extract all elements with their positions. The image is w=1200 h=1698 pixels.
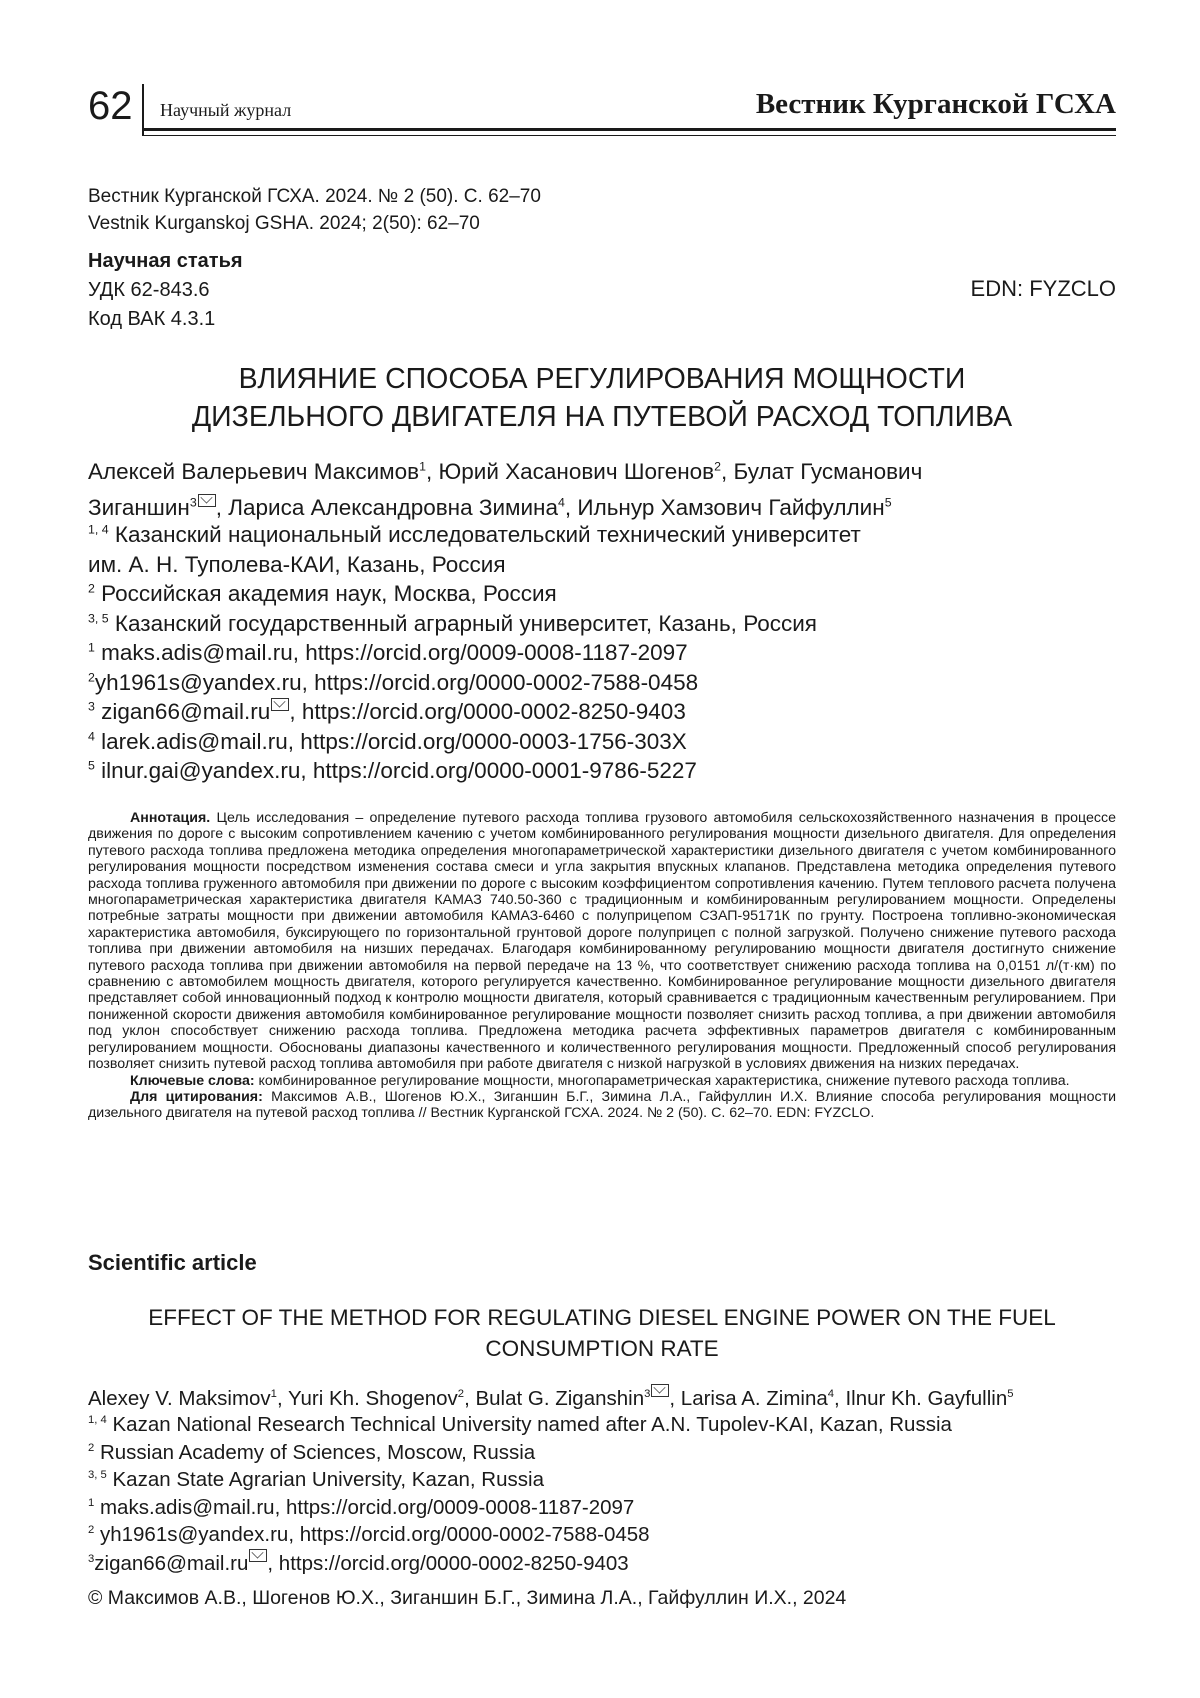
title-en-line-1: EFFECT OF THE METHOD FOR REGULATING DIESEL ENGINE POWER ON THE FUEL bbox=[148, 1305, 1056, 1330]
edn-code: EDN: FYZCLO bbox=[970, 276, 1116, 301]
author-name: Bulat G. Ziganshin bbox=[475, 1387, 645, 1410]
orcid-link[interactable]: , https://orcid.org/0000-0002-8250-9403 bbox=[267, 1551, 629, 1575]
author-name: Алексей Валерьевич Максимов bbox=[88, 459, 420, 484]
envelope-icon bbox=[651, 1384, 669, 1397]
title-ru-line-2: ДИЗЕЛЬНОГО ДВИГАТЕЛЯ НА ПУТЕВОЙ РАСХОД ТОПЛИВА bbox=[191, 401, 1013, 433]
envelope-icon bbox=[198, 494, 216, 507]
orcid-link[interactable]: , https://orcid.org/0009-0008-1187-2097 bbox=[292, 640, 688, 665]
affiliation: $^{3, 5}$ Казанский государственный аграрный университет, Казань, Россия bbox=[88, 610, 817, 636]
email-link[interactable]: larek.adis@mail.ru bbox=[101, 728, 288, 754]
contact: $^2$ yh1961s@yandex.ru, https://orcid.org/0000-0002-7588-0458 bbox=[88, 1523, 650, 1546]
affiliation: им. А. Н. Туполева-КАИ, Казань, Россия bbox=[88, 551, 506, 577]
article-meta bbox=[88, 247, 1116, 334]
title-ru-line-1: ВЛИЯНИЕ СПОСОБА РЕГУЛИРОВАНИЯ МОЩНОСТИ bbox=[238, 363, 966, 395]
article-title-en bbox=[88, 1302, 1116, 1364]
orcid-link[interactable]: , https://orcid.org/0000-0002-8250-9403 bbox=[289, 699, 686, 724]
copyright-notice: © Максимов А.В., Шогенов Ю.Х., Зиганшин Б.Г., Зимина Л.А., Гайфуллин И.Х., 2024 bbox=[88, 1587, 847, 1609]
author-name: Лариса Александровна Зимина bbox=[228, 495, 558, 520]
contact: $^2$yh1961s@yandex.ru, https://orcid.org/0000-0002-7588-0458 bbox=[88, 669, 699, 695]
affiliations-ru bbox=[88, 520, 1116, 786]
article-type-en: Scientific article bbox=[88, 1250, 257, 1275]
citation-en: Vestnik Kurganskoj GSHA. 2024; 2(50): 62–70 bbox=[88, 213, 480, 234]
affiliations-en bbox=[88, 1411, 1116, 1577]
contact: $^3$ zigan66@mail.ru , https://orcid.org/0000-0002-8250-9403 bbox=[88, 699, 686, 724]
envelope-icon bbox=[271, 698, 289, 711]
citation-block bbox=[88, 183, 1116, 237]
orcid-link[interactable]: , https://orcid.org/0009-0008-1187-2097 bbox=[274, 1495, 635, 1519]
orcid-link[interactable]: , https://orcid.org/0000-0002-7588-0458 bbox=[301, 669, 699, 695]
author-name: Yuri Kh. Shogenov bbox=[287, 1387, 458, 1410]
author-name: Булат Гусманович bbox=[733, 459, 923, 484]
affiliation: $^2$ Russian Academy of Sciences, Moscow, Russia bbox=[88, 1440, 536, 1464]
email-link[interactable]: yh1961s@yandex.ru bbox=[94, 669, 302, 695]
authors-ru-line-1: Алексей Валерьевич Максимов$^1$, Юрий Хасанович Шогенов$^2$, Булат Гусманович bbox=[88, 459, 923, 484]
contact: $^1$ maks.adis@mail.ru, https://orcid.org/0009-0008-1187-2097 bbox=[88, 640, 688, 665]
vak-code: Код ВАК 4.3.1 bbox=[88, 308, 216, 330]
email-link[interactable]: yh1961s@yandex.ru bbox=[99, 1523, 289, 1546]
affiliation: $^{1, 4}$ Казанский национальный исследовательский технический университет bbox=[88, 522, 861, 547]
email-link[interactable]: ilnur.gai@yandex.ru bbox=[101, 758, 301, 783]
author-name: Юрий Хасанович Шогенов bbox=[438, 459, 715, 484]
email-link[interactable]: maks.adis@mail.ru bbox=[101, 640, 293, 665]
contact: $^4$ larek.adis@mail.ru, https://orcid.org/0000-0003-1756-303X bbox=[88, 728, 687, 754]
abstract-block bbox=[88, 810, 1116, 1122]
section-label: Научный журнал bbox=[160, 100, 292, 120]
article-title-ru bbox=[88, 360, 1116, 436]
header-rule-thick bbox=[142, 128, 1116, 131]
page-number: 62 bbox=[88, 84, 133, 128]
author-name: Larisa A. Zimina bbox=[680, 1387, 828, 1410]
keywords: Ключевые слова: комбинированное регулирование мощности, многопараметрическая характеристика, снижение путевого расхода топлива. bbox=[130, 1072, 1070, 1089]
email-link[interactable]: maks.adis@mail.ru bbox=[99, 1495, 275, 1519]
orcid-link[interactable]: , https://orcid.org/0000-0001-9786-5227 bbox=[300, 758, 697, 783]
orcid-link[interactable]: , https://orcid.org/0000-0002-7588-0458 bbox=[288, 1523, 650, 1546]
affiliation: $^2$ Российская академия наук, Москва, Россия bbox=[88, 581, 557, 606]
authors-ru bbox=[88, 454, 1116, 526]
contact: $^3$zigan66@mail.ru , https://orcid.org/0000-0002-8250-9403 bbox=[88, 1549, 1116, 1577]
author-name: Ильнур Хамзович Гайфуллин bbox=[577, 495, 885, 520]
header-rule-thin bbox=[142, 135, 1116, 136]
email-link[interactable]: zigan66@mail.ru bbox=[101, 699, 271, 724]
article-type: Научная статья bbox=[88, 250, 243, 272]
authors-en-line: Alexey V. Maksimov$^1$, Yuri Kh. Shogenov$^2$, Bulat G. Ziganshin$^3$ , Larisa A. Zimina$^4$, Ilnur Kh. Gayfullin$^5$ bbox=[88, 1384, 1116, 1413]
abstract: Аннотация. Цель исследования – определение путевого расхода топлива грузового автомобиля сельскохозяйственного назначения в процессе движения по дороге с высоким сопротивлением качению с учетом комбинированного регулирования мощности дизельного двигателя. Для определения путевого расхода топлива предложена методика определения многопараметрической характеристики дизельного двигателя с учетом комбинированного регулирования мощности посредством изменения состава смеси и угла закрытия впускных клапанов. Представлена методика определения путевого расхода топлива груженного автомобиля при движении по дороге с высоким коэффициентом сопротивления качению. Путем теплового расчета получена многопараметрическая характеристика двигателя КАМАЗ 740.50-360 с традиционным и комбинированным регулированием мощности. Определены потребные затраты мощности при движении автомобиля КАМАЗ-6460 с полуприцепом СЗАП-95171К по грунту. Построена топливно-экономическая характеристика автомобиля, буксирующего по горизонтальной грунтовой дороге полуприцеп с полной загрузкой. Получено снижение путевого расхода топлива при движении автомобиля на низших передачах. Благодаря комбинированному регулированию мощности двигателя достигнуто снижение путевого расхода топлива при движении автомобиля на первой передаче на 13 %, что соответствует снижению расхода топлива на 0,0151 л/(т·км) по сравнению с автомобилем мощность двигателя, которого регулируется качественно. Комбинированное регулирование мощности дизельного двигателя представляет собой инновационный подход к контролю мощности двигателя, который сравнивается с традиционным качественным регулированием. При пониженной скорости движения автомобиля комбинированное регулирование мощности позволяет снизить расход топлива, а при движении автомобиля под уклон способствует снижению расхода топлива. Предложена методика расчета эффективных параметров двигателя с комбинированным регулированием мощности. Обоснованы диапазоны качественного и количественного регулирования мощности. Предложенный способ регулирования позволяет снизить путевой расход топлива автомобиля при работе двигателя с низкой нагрузкой в условиях движения на низких передачах. bbox=[88, 810, 1116, 1073]
udc-code: УДК 62-843.6 bbox=[88, 279, 210, 301]
author-name: Alexey V. Maksimov bbox=[88, 1387, 271, 1410]
title-en-line-2: CONSUMPTION RATE bbox=[485, 1336, 719, 1361]
for-citation: Для цитирования: Максимов А.В., Шогенов Ю.Х., Зиганшин Б.Г., Зимина Л.А., Гайфуллин И.Х. Влияние способа регулирования мощности дизельного двигателя на путевой расход топлива // Вестник Курганской ГСХА. 2024. № 2 (50). С. 62–70. EDN: FYZCLO. bbox=[88, 1088, 1116, 1122]
email-link[interactable]: zigan66@mail.ru bbox=[94, 1551, 249, 1575]
citation-ru: Вестник Курганской ГСХА. 2024. № 2 (50). С. 62–70 bbox=[88, 186, 541, 207]
author-name: Ilnur Kh. Gayfullin bbox=[845, 1387, 1008, 1410]
contact: $^5$ ilnur.gai@yandex.ru, https://orcid.org/0000-0001-9786-5227 bbox=[88, 758, 697, 783]
envelope-icon bbox=[249, 1549, 267, 1562]
affiliation: $^{1, 4}$ Kazan National Research Technical University named after A.N. Tupolev-KAI, Kazan, Russia bbox=[88, 1413, 952, 1436]
contact: $^1$ maks.adis@mail.ru, https://orcid.org/0009-0008-1187-2097 bbox=[88, 1495, 635, 1519]
affiliation: $^{3, 5}$ Kazan State Agrarian University, Kazan, Russia bbox=[88, 1468, 544, 1491]
orcid-link[interactable]: , https://orcid.org/0000-0003-1756-303X bbox=[287, 728, 687, 754]
author-name: Зиганшин bbox=[88, 495, 190, 520]
journal-name: Вестник Курганской ГСХА bbox=[755, 88, 1116, 120]
authors-ru-line-2: Зиганшин$^3$ , Лариса Александровна Зимина$^4$, Ильнур Хамзович Гайфуллин$^5$ bbox=[88, 495, 892, 520]
authors-en bbox=[88, 1384, 1116, 1413]
